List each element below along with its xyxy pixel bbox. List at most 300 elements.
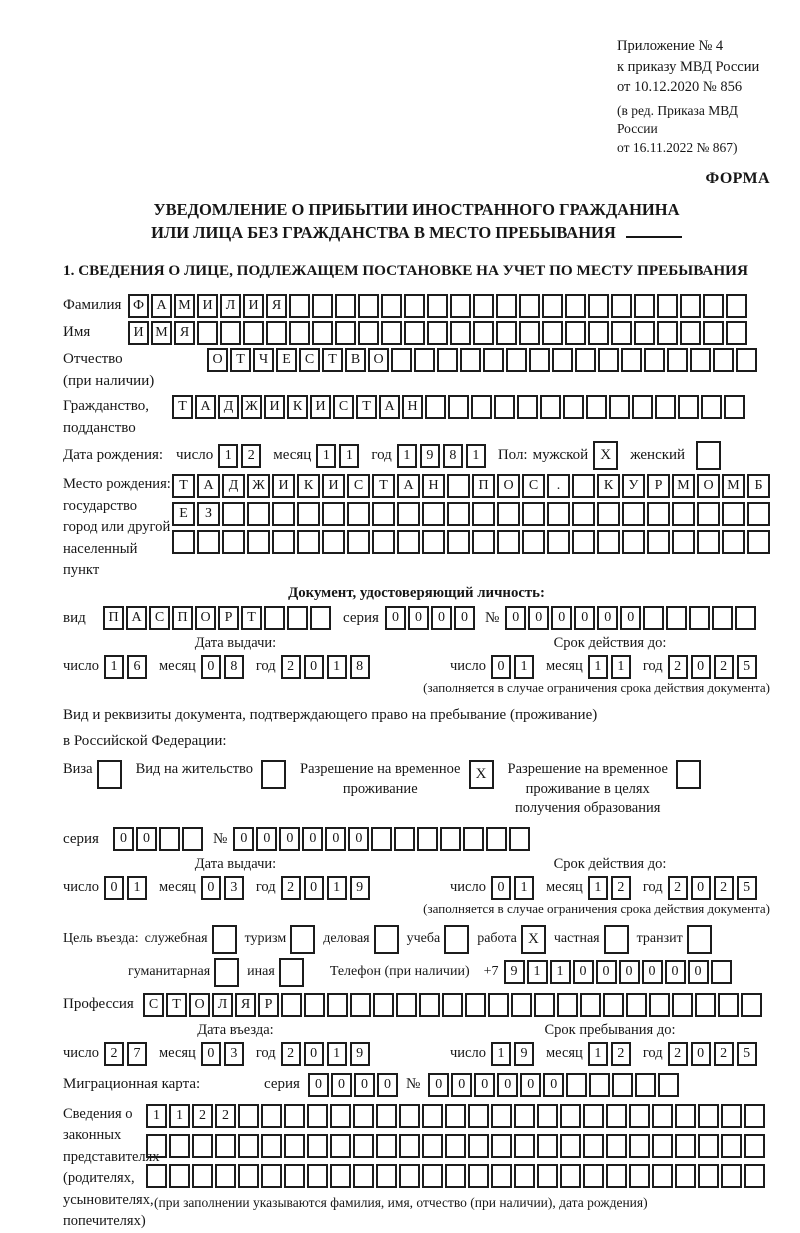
char-box[interactable]: 0 bbox=[354, 1073, 375, 1097]
char-box[interactable]: О bbox=[195, 606, 216, 630]
char-box[interactable] bbox=[146, 1164, 167, 1188]
char-box[interactable]: Т bbox=[172, 395, 193, 419]
char-box[interactable] bbox=[243, 321, 264, 345]
char-box[interactable] bbox=[603, 993, 624, 1017]
char-box[interactable] bbox=[414, 348, 435, 372]
char-box[interactable]: 0 bbox=[691, 1042, 711, 1066]
char-box[interactable]: 0 bbox=[136, 827, 157, 851]
char-box[interactable] bbox=[182, 827, 203, 851]
char-box[interactable] bbox=[629, 1134, 650, 1158]
char-box[interactable] bbox=[448, 395, 469, 419]
char-box[interactable] bbox=[391, 348, 412, 372]
char-box[interactable]: 1 bbox=[127, 876, 147, 900]
char-box[interactable]: 0 bbox=[505, 606, 526, 630]
char-box[interactable]: К bbox=[297, 474, 320, 498]
char-box[interactable]: 1 bbox=[339, 444, 359, 468]
char-box[interactable] bbox=[597, 530, 620, 554]
char-box[interactable] bbox=[353, 1134, 374, 1158]
char-box[interactable]: 0 bbox=[497, 1073, 518, 1097]
char-box[interactable]: 0 bbox=[491, 876, 511, 900]
char-box[interactable] bbox=[381, 294, 402, 318]
char-box[interactable] bbox=[238, 1164, 259, 1188]
char-box[interactable] bbox=[284, 1164, 305, 1188]
char-box[interactable] bbox=[394, 827, 415, 851]
char-box[interactable]: Т bbox=[230, 348, 251, 372]
char-box[interactable]: 1 bbox=[104, 655, 124, 679]
char-box[interactable]: 0 bbox=[256, 827, 277, 851]
char-box[interactable] bbox=[611, 321, 632, 345]
char-box[interactable] bbox=[427, 294, 448, 318]
char-box[interactable]: Р bbox=[218, 606, 239, 630]
char-box[interactable]: И bbox=[322, 474, 345, 498]
char-box[interactable]: С bbox=[333, 395, 354, 419]
char-box[interactable] bbox=[494, 395, 515, 419]
char-box[interactable] bbox=[566, 1073, 587, 1097]
char-box[interactable] bbox=[261, 1104, 282, 1128]
char-box[interactable] bbox=[722, 530, 745, 554]
char-box[interactable] bbox=[381, 321, 402, 345]
char-box[interactable] bbox=[711, 960, 732, 984]
char-box[interactable]: 0 bbox=[520, 1073, 541, 1097]
char-box[interactable] bbox=[425, 395, 446, 419]
char-box[interactable] bbox=[597, 502, 620, 526]
purpose-business-checkbox[interactable] bbox=[212, 925, 237, 954]
char-box[interactable] bbox=[281, 993, 302, 1017]
char-box[interactable]: А bbox=[151, 294, 172, 318]
char-box[interactable] bbox=[437, 348, 458, 372]
char-box[interactable] bbox=[491, 1164, 512, 1188]
char-box[interactable]: 2 bbox=[611, 1042, 631, 1066]
char-box[interactable] bbox=[376, 1134, 397, 1158]
char-box[interactable]: 0 bbox=[691, 655, 711, 679]
char-box[interactable]: 2 bbox=[281, 655, 301, 679]
purpose-tourism-checkbox[interactable] bbox=[290, 925, 315, 954]
char-box[interactable]: 0 bbox=[474, 1073, 495, 1097]
char-box[interactable]: Ж bbox=[247, 474, 270, 498]
char-box[interactable]: 2 bbox=[281, 876, 301, 900]
char-box[interactable] bbox=[632, 395, 653, 419]
char-box[interactable]: 5 bbox=[737, 655, 757, 679]
char-box[interactable] bbox=[697, 530, 720, 554]
char-box[interactable] bbox=[330, 1104, 351, 1128]
char-box[interactable] bbox=[534, 993, 555, 1017]
char-box[interactable] bbox=[744, 1134, 765, 1158]
char-box[interactable]: О bbox=[497, 474, 520, 498]
char-box[interactable]: 0 bbox=[302, 827, 323, 851]
char-box[interactable] bbox=[272, 530, 295, 554]
char-box[interactable] bbox=[514, 1104, 535, 1128]
char-box[interactable] bbox=[222, 502, 245, 526]
char-box[interactable] bbox=[658, 1073, 679, 1097]
char-box[interactable] bbox=[159, 827, 180, 851]
char-box[interactable]: 2 bbox=[104, 1042, 124, 1066]
char-box[interactable]: Ж bbox=[241, 395, 262, 419]
char-box[interactable] bbox=[588, 321, 609, 345]
char-box[interactable] bbox=[583, 1104, 604, 1128]
char-box[interactable]: И bbox=[197, 294, 218, 318]
char-box[interactable] bbox=[721, 1164, 742, 1188]
char-box[interactable] bbox=[307, 1164, 328, 1188]
char-box[interactable]: К bbox=[287, 395, 308, 419]
char-box[interactable]: С bbox=[143, 993, 164, 1017]
char-box[interactable] bbox=[537, 1164, 558, 1188]
purpose-private-checkbox[interactable] bbox=[604, 925, 629, 954]
char-box[interactable]: П bbox=[472, 474, 495, 498]
char-box[interactable] bbox=[307, 1104, 328, 1128]
char-box[interactable]: 0 bbox=[642, 960, 663, 984]
char-box[interactable] bbox=[522, 502, 545, 526]
char-box[interactable]: 7 bbox=[127, 1042, 147, 1066]
char-box[interactable] bbox=[192, 1134, 213, 1158]
char-box[interactable] bbox=[419, 993, 440, 1017]
char-box[interactable] bbox=[547, 502, 570, 526]
char-box[interactable]: 2 bbox=[714, 655, 734, 679]
char-box[interactable]: 0 bbox=[543, 1073, 564, 1097]
char-box[interactable] bbox=[701, 395, 722, 419]
char-box[interactable] bbox=[397, 530, 420, 554]
char-box[interactable]: 5 bbox=[737, 876, 757, 900]
char-box[interactable] bbox=[486, 827, 507, 851]
char-box[interactable] bbox=[744, 1104, 765, 1128]
char-box[interactable] bbox=[238, 1134, 259, 1158]
char-box[interactable] bbox=[445, 1134, 466, 1158]
char-box[interactable] bbox=[372, 530, 395, 554]
char-box[interactable] bbox=[560, 1164, 581, 1188]
char-box[interactable]: 1 bbox=[550, 960, 571, 984]
char-box[interactable] bbox=[440, 827, 461, 851]
char-box[interactable]: 0 bbox=[574, 606, 595, 630]
char-box[interactable]: Е bbox=[172, 502, 195, 526]
char-box[interactable]: 1 bbox=[327, 655, 347, 679]
char-box[interactable]: 9 bbox=[514, 1042, 534, 1066]
char-box[interactable]: 0 bbox=[201, 655, 221, 679]
char-box[interactable] bbox=[472, 530, 495, 554]
char-box[interactable]: З bbox=[197, 502, 220, 526]
char-box[interactable] bbox=[680, 294, 701, 318]
char-box[interactable]: 9 bbox=[504, 960, 525, 984]
char-box[interactable] bbox=[672, 993, 693, 1017]
char-box[interactable] bbox=[192, 1164, 213, 1188]
char-box[interactable] bbox=[703, 321, 724, 345]
char-box[interactable]: 1 bbox=[588, 1042, 608, 1066]
char-box[interactable]: И bbox=[310, 395, 331, 419]
char-box[interactable] bbox=[397, 502, 420, 526]
char-box[interactable]: М bbox=[722, 474, 745, 498]
char-box[interactable]: 2 bbox=[668, 1042, 688, 1066]
char-box[interactable]: 0 bbox=[377, 1073, 398, 1097]
char-box[interactable] bbox=[666, 606, 687, 630]
char-box[interactable]: О bbox=[368, 348, 389, 372]
char-box[interactable]: 0 bbox=[691, 876, 711, 900]
char-box[interactable]: 0 bbox=[385, 606, 406, 630]
char-box[interactable] bbox=[565, 294, 586, 318]
char-box[interactable]: 0 bbox=[331, 1073, 352, 1097]
purpose-study-checkbox[interactable] bbox=[444, 925, 469, 954]
char-box[interactable] bbox=[572, 530, 595, 554]
char-box[interactable] bbox=[519, 294, 540, 318]
char-box[interactable] bbox=[537, 1134, 558, 1158]
char-box[interactable] bbox=[396, 993, 417, 1017]
char-box[interactable] bbox=[744, 1164, 765, 1188]
char-box[interactable] bbox=[583, 1164, 604, 1188]
char-box[interactable] bbox=[347, 530, 370, 554]
char-box[interactable] bbox=[169, 1134, 190, 1158]
char-box[interactable] bbox=[522, 530, 545, 554]
char-box[interactable] bbox=[698, 1104, 719, 1128]
char-box[interactable]: И bbox=[264, 395, 285, 419]
char-box[interactable]: Т bbox=[172, 474, 195, 498]
char-box[interactable] bbox=[735, 606, 756, 630]
char-box[interactable]: 0 bbox=[308, 1073, 329, 1097]
char-box[interactable] bbox=[447, 530, 470, 554]
char-box[interactable]: О bbox=[697, 474, 720, 498]
char-box[interactable] bbox=[468, 1164, 489, 1188]
char-box[interactable]: С bbox=[299, 348, 320, 372]
char-box[interactable]: Я bbox=[235, 993, 256, 1017]
char-box[interactable] bbox=[399, 1134, 420, 1158]
char-box[interactable] bbox=[399, 1164, 420, 1188]
sex-male-checkbox[interactable]: X bbox=[593, 441, 618, 470]
char-box[interactable] bbox=[304, 993, 325, 1017]
char-box[interactable] bbox=[572, 502, 595, 526]
char-box[interactable]: 0 bbox=[688, 960, 709, 984]
char-box[interactable] bbox=[264, 606, 285, 630]
char-box[interactable] bbox=[376, 1164, 397, 1188]
char-box[interactable] bbox=[629, 1164, 650, 1188]
char-box[interactable]: Н bbox=[402, 395, 423, 419]
char-box[interactable]: 8 bbox=[443, 444, 463, 468]
char-box[interactable]: А bbox=[126, 606, 147, 630]
char-box[interactable]: 0 bbox=[431, 606, 452, 630]
char-box[interactable] bbox=[330, 1134, 351, 1158]
char-box[interactable]: О bbox=[189, 993, 210, 1017]
char-box[interactable] bbox=[647, 502, 670, 526]
char-box[interactable] bbox=[284, 1134, 305, 1158]
char-box[interactable]: Л bbox=[212, 993, 233, 1017]
char-box[interactable] bbox=[372, 502, 395, 526]
char-box[interactable] bbox=[450, 294, 471, 318]
char-box[interactable]: В bbox=[345, 348, 366, 372]
char-box[interactable] bbox=[307, 1134, 328, 1158]
char-box[interactable] bbox=[747, 530, 770, 554]
char-box[interactable]: А bbox=[379, 395, 400, 419]
char-box[interactable]: Ф bbox=[128, 294, 149, 318]
char-box[interactable] bbox=[376, 1104, 397, 1128]
char-box[interactable] bbox=[622, 502, 645, 526]
char-box[interactable] bbox=[442, 993, 463, 1017]
char-box[interactable]: 0 bbox=[408, 606, 429, 630]
char-box[interactable] bbox=[222, 530, 245, 554]
char-box[interactable] bbox=[560, 1134, 581, 1158]
char-box[interactable] bbox=[588, 294, 609, 318]
char-box[interactable] bbox=[695, 993, 716, 1017]
char-box[interactable] bbox=[537, 1104, 558, 1128]
char-box[interactable] bbox=[560, 1104, 581, 1128]
purpose-transit-checkbox[interactable] bbox=[687, 925, 712, 954]
char-box[interactable] bbox=[589, 1073, 610, 1097]
char-box[interactable] bbox=[517, 395, 538, 419]
char-box[interactable]: Т bbox=[356, 395, 377, 419]
char-box[interactable]: С bbox=[522, 474, 545, 498]
char-box[interactable]: А bbox=[197, 474, 220, 498]
sex-female-checkbox[interactable] bbox=[696, 441, 721, 470]
char-box[interactable]: 1 bbox=[316, 444, 336, 468]
char-box[interactable]: Л bbox=[220, 294, 241, 318]
char-box[interactable]: 3 bbox=[224, 876, 244, 900]
char-box[interactable] bbox=[721, 1104, 742, 1128]
char-box[interactable]: С bbox=[149, 606, 170, 630]
char-box[interactable] bbox=[698, 1164, 719, 1188]
char-box[interactable]: 2 bbox=[668, 655, 688, 679]
char-box[interactable] bbox=[509, 827, 530, 851]
char-box[interactable] bbox=[519, 321, 540, 345]
char-box[interactable] bbox=[657, 321, 678, 345]
char-box[interactable] bbox=[606, 1134, 627, 1158]
char-box[interactable]: 0 bbox=[325, 827, 346, 851]
char-box[interactable] bbox=[261, 1164, 282, 1188]
char-box[interactable]: 0 bbox=[454, 606, 475, 630]
char-box[interactable] bbox=[629, 1104, 650, 1128]
purpose-work-checkbox[interactable]: X bbox=[521, 925, 546, 954]
char-box[interactable] bbox=[672, 502, 695, 526]
char-box[interactable] bbox=[427, 321, 448, 345]
char-box[interactable] bbox=[575, 348, 596, 372]
char-box[interactable]: 0 bbox=[551, 606, 572, 630]
char-box[interactable] bbox=[447, 474, 470, 498]
char-box[interactable] bbox=[350, 993, 371, 1017]
visa-checkbox[interactable] bbox=[97, 760, 122, 789]
char-box[interactable] bbox=[634, 294, 655, 318]
char-box[interactable]: П bbox=[103, 606, 124, 630]
char-box[interactable] bbox=[649, 993, 670, 1017]
char-box[interactable]: 8 bbox=[224, 655, 244, 679]
char-box[interactable]: А bbox=[397, 474, 420, 498]
char-box[interactable]: 0 bbox=[104, 876, 124, 900]
char-box[interactable]: 1 bbox=[514, 655, 534, 679]
char-box[interactable] bbox=[672, 530, 695, 554]
char-box[interactable] bbox=[667, 348, 688, 372]
char-box[interactable] bbox=[580, 993, 601, 1017]
char-box[interactable]: Т bbox=[241, 606, 262, 630]
char-box[interactable] bbox=[215, 1164, 236, 1188]
char-box[interactable]: 0 bbox=[451, 1073, 472, 1097]
char-box[interactable]: Е bbox=[276, 348, 297, 372]
char-box[interactable]: 0 bbox=[113, 827, 134, 851]
char-box[interactable] bbox=[289, 294, 310, 318]
char-box[interactable] bbox=[655, 395, 676, 419]
char-box[interactable]: 1 bbox=[397, 444, 417, 468]
char-box[interactable] bbox=[197, 321, 218, 345]
char-box[interactable] bbox=[724, 395, 745, 419]
char-box[interactable]: Б bbox=[747, 474, 770, 498]
char-box[interactable] bbox=[322, 502, 345, 526]
char-box[interactable] bbox=[635, 1073, 656, 1097]
char-box[interactable]: Р bbox=[258, 993, 279, 1017]
char-box[interactable]: 0 bbox=[304, 1042, 324, 1066]
char-box[interactable]: 1 bbox=[514, 876, 534, 900]
char-box[interactable]: П bbox=[172, 606, 193, 630]
char-box[interactable]: С bbox=[347, 474, 370, 498]
char-box[interactable] bbox=[169, 1164, 190, 1188]
char-box[interactable] bbox=[471, 395, 492, 419]
char-box[interactable] bbox=[529, 348, 550, 372]
char-box[interactable]: К bbox=[597, 474, 620, 498]
char-box[interactable]: Д bbox=[218, 395, 239, 419]
char-box[interactable] bbox=[657, 294, 678, 318]
char-box[interactable] bbox=[445, 1164, 466, 1188]
char-box[interactable] bbox=[322, 530, 345, 554]
char-box[interactable]: Я bbox=[174, 321, 195, 345]
char-box[interactable] bbox=[697, 502, 720, 526]
char-box[interactable] bbox=[542, 321, 563, 345]
char-box[interactable] bbox=[172, 530, 195, 554]
char-box[interactable] bbox=[483, 348, 504, 372]
char-box[interactable] bbox=[445, 1104, 466, 1128]
char-box[interactable] bbox=[497, 530, 520, 554]
char-box[interactable]: 5 bbox=[737, 1042, 757, 1066]
purpose-humanitarian-checkbox[interactable] bbox=[214, 958, 239, 987]
char-box[interactable]: 0 bbox=[596, 960, 617, 984]
char-box[interactable] bbox=[220, 321, 241, 345]
char-box[interactable] bbox=[690, 348, 711, 372]
char-box[interactable]: 8 bbox=[350, 655, 370, 679]
char-box[interactable] bbox=[463, 827, 484, 851]
char-box[interactable] bbox=[712, 606, 733, 630]
char-box[interactable] bbox=[634, 321, 655, 345]
char-box[interactable]: 2 bbox=[192, 1104, 213, 1128]
char-box[interactable] bbox=[358, 294, 379, 318]
char-box[interactable] bbox=[722, 502, 745, 526]
char-box[interactable]: 9 bbox=[420, 444, 440, 468]
char-box[interactable]: 1 bbox=[327, 876, 347, 900]
temp-permit-checkbox[interactable]: X bbox=[469, 760, 494, 789]
char-box[interactable] bbox=[491, 1134, 512, 1158]
char-box[interactable] bbox=[698, 1134, 719, 1158]
char-box[interactable] bbox=[297, 502, 320, 526]
char-box[interactable]: 0 bbox=[528, 606, 549, 630]
char-box[interactable]: М bbox=[174, 294, 195, 318]
char-box[interactable] bbox=[747, 502, 770, 526]
char-box[interactable] bbox=[542, 294, 563, 318]
char-box[interactable] bbox=[327, 993, 348, 1017]
char-box[interactable]: 1 bbox=[588, 876, 608, 900]
char-box[interactable]: . bbox=[547, 474, 570, 498]
char-box[interactable] bbox=[353, 1164, 374, 1188]
char-box[interactable]: Р bbox=[647, 474, 670, 498]
char-box[interactable] bbox=[703, 294, 724, 318]
char-box[interactable] bbox=[491, 1104, 512, 1128]
char-box[interactable] bbox=[404, 321, 425, 345]
char-box[interactable] bbox=[465, 993, 486, 1017]
char-box[interactable] bbox=[496, 321, 517, 345]
char-box[interactable]: 0 bbox=[201, 1042, 221, 1066]
char-box[interactable] bbox=[626, 993, 647, 1017]
char-box[interactable] bbox=[422, 1164, 443, 1188]
char-box[interactable]: 0 bbox=[620, 606, 641, 630]
char-box[interactable]: 0 bbox=[279, 827, 300, 851]
char-box[interactable]: 0 bbox=[428, 1073, 449, 1097]
char-box[interactable]: 1 bbox=[491, 1042, 511, 1066]
char-box[interactable] bbox=[586, 395, 607, 419]
char-box[interactable]: 1 bbox=[146, 1104, 167, 1128]
char-box[interactable] bbox=[652, 1134, 673, 1158]
char-box[interactable] bbox=[557, 993, 578, 1017]
residence-permit-checkbox[interactable] bbox=[261, 760, 286, 789]
char-box[interactable] bbox=[726, 294, 747, 318]
char-box[interactable] bbox=[312, 294, 333, 318]
char-box[interactable] bbox=[689, 606, 710, 630]
char-box[interactable]: 1 bbox=[611, 655, 631, 679]
